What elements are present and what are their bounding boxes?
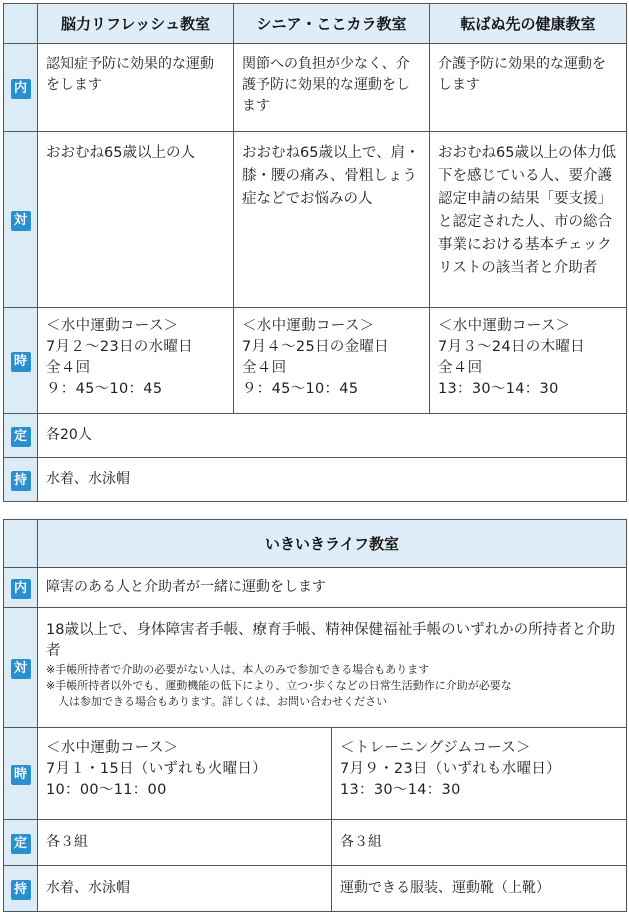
course-count: 全４回: [46, 360, 91, 376]
bring-cell: 水着、水泳帽: [38, 866, 332, 912]
target-cell: [38, 608, 627, 728]
label-time-badge: 時: [11, 765, 31, 785]
header-korobanu-saki: 転ばぬ先の健康教室: [430, 4, 627, 44]
course-name: ＜トレーニングジムコース＞: [340, 740, 531, 756]
target-cell: おおむね65歳以上の人: [38, 132, 234, 308]
label-target-badge: 対: [11, 211, 31, 231]
course-name: ＜水中運動コース＞: [438, 318, 571, 334]
course-time: 13：30～14：30: [340, 782, 461, 798]
label-content-badge: 内: [11, 579, 31, 599]
target-note: ※手帳所持者以外でも、運動機能の低下により、立つ･歩くなどの日常生活動作に介助が必要な: [46, 679, 512, 692]
label-target-badge: 対: [11, 659, 31, 679]
content-cell: 障害のある人と介助者が一緒に運動をします: [38, 568, 627, 608]
course-count: 全４回: [242, 360, 287, 376]
header-ikiiki-life: いきいきライフ教室: [38, 520, 627, 568]
course-dates: 7月２～23日の水曜日: [46, 339, 193, 355]
target-cell: おおむね65歳以上で、肩・膝・腰の痛み、骨粗しょう症などでお悩みの人: [234, 132, 430, 308]
course-name: ＜水中運動コース＞: [46, 318, 179, 334]
bring-cell: 水着、水泳帽: [38, 458, 627, 502]
content-cell: 介護予防に効果的な運動をします: [430, 44, 627, 132]
label-capacity-badge: 定: [11, 427, 31, 447]
content-cell: 関節への負担が少なく、介護予防に効果的な運動をします: [234, 44, 430, 132]
course-dates: 7月９・23日（いずれも水曜日）: [340, 761, 561, 777]
schedule-cell: [38, 308, 234, 414]
schedule-cell: [332, 728, 627, 820]
header-senior-kokokara: シニア・ここカラ教室: [234, 4, 430, 44]
course-count: 全４回: [438, 360, 483, 376]
target-cell: おおむね65歳以上の体力低下を感じている人、要介護認定申請の結果「要支援」と認定された人、市の総合事業における基本チェックリストの該当者と介助者: [430, 132, 627, 308]
label-time-badge: 時: [11, 352, 31, 372]
classes-table-senior: [3, 3, 627, 502]
schedule-cell: [38, 728, 332, 820]
schedule-cell: [430, 308, 627, 414]
table-corner: [4, 520, 38, 568]
target-main: 18歳以上で、身体障害者手帳、療育手帳、精神保健福祉手帳のいずれかの所持者と介助者: [46, 622, 616, 659]
header-brain-refresh: 脳力リフレッシュ教室: [38, 4, 234, 44]
course-dates: 7月３～24日の木曜日: [438, 339, 585, 355]
course-dates: 7月４～25日の金曜日: [242, 339, 389, 355]
capacity-cell: 各20人: [38, 414, 627, 458]
course-time: ９：45～10：45: [242, 381, 359, 397]
course-dates: 7月１・15日（いずれも火曜日）: [46, 761, 267, 777]
target-note: ※手帳所持者で介助の必要がない人は、本人のみで参加できる場合もあります: [46, 663, 430, 676]
course-time: ９：45～10：45: [46, 381, 163, 397]
course-time: 13：30～14：30: [438, 381, 559, 397]
target-note: 人は参加できる場合もあります。詳しくは、お問い合わせください: [58, 695, 388, 708]
course-name: ＜水中運動コース＞: [242, 318, 375, 334]
label-capacity-badge: 定: [11, 834, 31, 854]
course-name: ＜水中運動コース＞: [46, 740, 179, 756]
course-time: 10：00～11：00: [46, 782, 167, 798]
capacity-cell: 各３組: [38, 820, 332, 866]
table-corner: [4, 4, 38, 44]
label-bring-badge: 持: [11, 471, 31, 491]
bring-cell: 運動できる服装、運動靴（上靴）: [332, 866, 627, 912]
schedule-cell: [234, 308, 430, 414]
label-content-badge: 内: [11, 79, 31, 99]
classes-table-ikiiki: [3, 519, 627, 912]
capacity-cell: 各３組: [332, 820, 627, 866]
label-bring-badge: 持: [11, 880, 31, 900]
content-cell: 認知症予防に効果的な運動をします: [38, 44, 234, 132]
